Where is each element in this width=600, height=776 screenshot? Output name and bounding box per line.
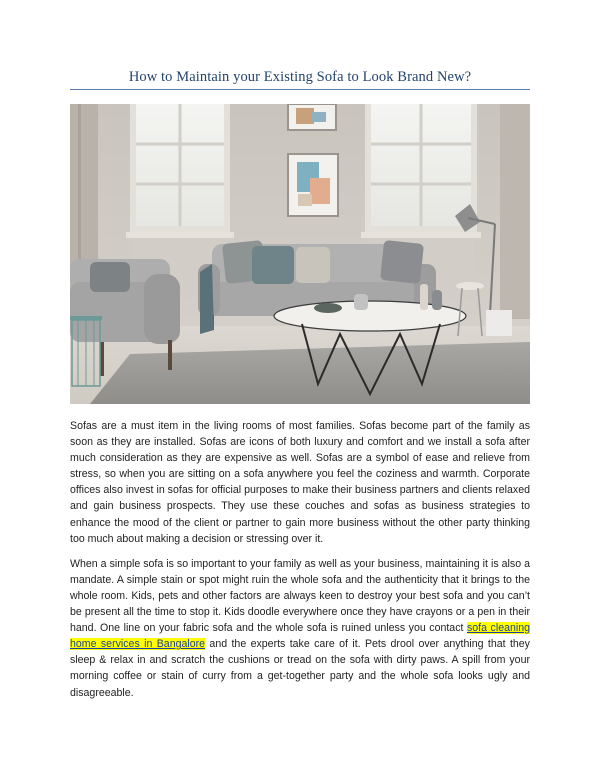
article-body — [70, 418, 530, 710]
paragraph-2-text-before: When a simple sofa is so important to your family as well as your business, maintaining it is also a mandate. A simple stain or spot might ruin the whole sofa and the authenticity that it brings to the whole room. Kids, pets and other factors are always keen to destroy your best sofa and you can’t be present all the time to stop it. Kids doodle everywhere once they have crayons or a pen in their hand. One line on your fabric sofa and the whole sofa is ruined unless you contact — [70, 557, 530, 635]
sofa-cleaning-link[interactable]: sofa cleaning home services in Bangalore — [70, 622, 531, 651]
paragraph-1: Sofas are a must item in the living rooms of most families. Sofas become part of the family as soon as they are installed. Sofas are icons of both luxury and comfort and we install a sofa after much consideration as they are expensive as well. Sofas are a symbol of ease and relieve from stress, so when you are sitting on a sofa anywhere you feel the coziness and warmth. Corporate offices also invest in sofas for official purposes to make their business partners and clients relaxed and gain business prospects. They use these couches and sofas as business strategies to enhance the mood of the client or partner to gain more business without the other party thinking too much about making a decision or stressing over it. — [70, 420, 530, 545]
living-room-photo — [70, 104, 530, 404]
title-underline — [70, 89, 530, 90]
paragraph-2-text-after: and the experts take care of it. Pets drool over anything that they sleep & relax in and scratch the cushions or tread on the sofa with dirty paws. A spill from your morning coffee or stain of curry from a get-together party and the whole sofa looks ugly and disagreeable. — [70, 638, 530, 699]
page-title: How to Maintain your Existing Sofa to Look Brand New? — [128, 69, 472, 85]
paragraph-2 — [70, 556, 530, 701]
